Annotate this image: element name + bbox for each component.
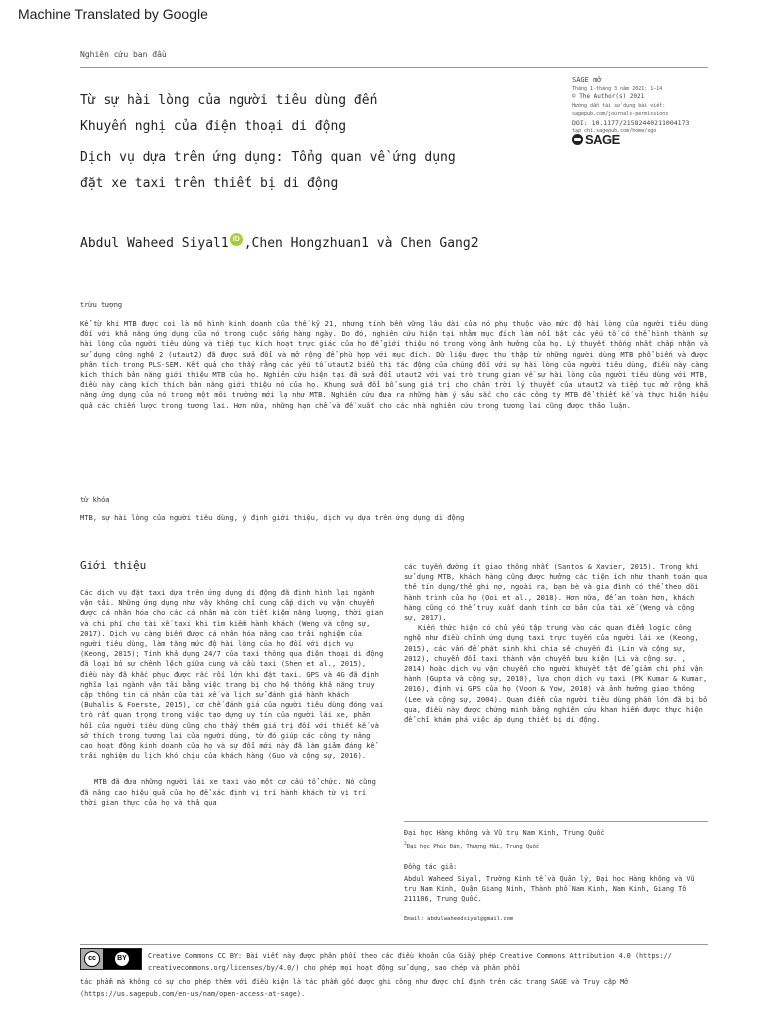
section-label: Nghiên cứu ban đầu <box>80 50 167 59</box>
abstract-text: Kể từ khi MTB được coi là mô hình kinh doanh của thế kỷ 21, nhưng tính bền vững lâu dài của nó phụ thuộc vào mức độ hài lòng của người tiêu dùng đối với khả năng ứng dụng của nó trong cuộc sống hàng ngày. Do đó, nghiên cứu hiện tại nhằm mục đích làm nổi bật các yếu tố có thể hình thành sự hài lòng của người tiêu dùng và tiếp tục kích hoạt trực giác của họ để giới thiệu nó trong vòng ảnh hưởng của họ. Lý thuyết thống nhất chấp nhận và sử dụng công nghệ 2 (utaut2) đã được sửa đổi và mở rộng để phù hợp với mục đích. Dữ liệu được thu thập từ những người dùng MTB phổ biến và được phân tích trong PLS-SEM. Kết quả cho thấy rằng các yếu tố utaut2 biểu thị tác động của chúng đối với sự hài lòng của người tiêu dùng, điều này càng kích thích bản năng giới thiệu MTB của họ. Nghiên cứu hiện tại đã sửa đổi utaut2 với vai trò trung gian về sự hài lòng của người tiêu dùng với MTB, điều này càng kích thích bản năng giới thiệu nó của họ. Khung sửa đổi bổ sung giá trị cho chân trời lý thuyết của utaut2 và tiếp tục mở rộng khả năng ứng dụng của nó trong một môi trường mới lạ như MTB. Nghiên cứu đưa ra những hàm ý sâu sắc cho các công ty MTB để thiết kế và thực hiện hiệu quả các chiến lược trong tương lai. Hơn nữa, những hạn chế và đề xuất cho các nhà nghiên cứu trong tương lai cũng được thảo luận. <box>80 319 708 410</box>
corresponding-author-label: Đồng tác giả: <box>404 863 458 871</box>
keywords-text: MTB, sự hài lòng của người tiêu dùng, ý định giới thiệu, dịch vụ dựa trên ứng dụng di động <box>80 513 465 522</box>
header-divider <box>80 67 708 68</box>
title-line-4: đặt xe taxi trên thiết bị di động <box>80 176 339 191</box>
article-subtitle <box>80 145 456 197</box>
author-list <box>80 236 479 251</box>
intro-paragraph-3: các tuyến đường ít giao thông nhất (Santos & Xavier, 2015). Trong khi sử dụng MTB, khách hàng cũng được hưởng các tiện ích như thanh toán qua thẻ tín dụng/thẻ ghi nợ, ngoài ra, bạn bè và gia đình có thể theo dõi hành trình của họ (Ooi et al., 2018). Hơn nữa, để an toàn hơn, khách hàng cũng có thể truy xuất danh tính cơ bản của tài xế (Weng và cộng sự, 2017). <box>404 562 708 623</box>
license-divider <box>80 944 708 945</box>
intro-paragraph-2: MTB đã đưa những người lái xe taxi vào một cơ cấu tổ chức. Nó cũng đã nâng cao hiệu quả của họ để xác định vị trí hành khách từ vị trí thời gian thực của họ và thả qua <box>80 777 376 807</box>
orcid-icon[interactable]: iD <box>230 233 243 246</box>
intro-paragraph-1: Các dịch vụ đặt taxi dựa trên ứng dụng di động đã định hình lại ngành vận tải. Những ứng dụng như vậy không chỉ cung cấp dịch vụ vận chuyển được cá nhân hóa cho các cá nhân mà còn tiết kiệm năng lượng, thời gian và chi phí cho tài xế taxi khi tìm kiếm hành khách (Weng và cộng sự, 2017). Dịch vụ càng biến được cá nhân hóa nâng cao trải nghiệm của người tiêu dùng, làm tăng mức độ hài lòng của họ đối với dịch vụ (Keong, 2015); Tính khả dụng 24/7 của taxi thông qua điện thoại di động đã loại bỏ sự chênh lệch giữa cung và cầu taxi (Shen et al., 2015), điều này đã khắc phục được rắc rối lớn khi đặt taxi. GPS và 4G đã định nghĩa lại ngành vận tải bằng việc trang bị cho hệ thống khả năng truy cập thông tin cá nhân của tài xế và lịch sử đánh giá hành khách (Buhalis & Foerste, 2015), cơ chế đánh giá của người tiêu dùng đóng vai trò rất quan trọng trong việc tạo dựng uy tín của người lái xe, phản hồi của người tiêu dùng cũng cho thấy thêm giá trị đối với thiết kế và sở thích trong tương lai của người dùng, từ đó giúp các công ty nâng cao hoạt động kinh doanh của họ và sự đổi mới này đã làm giảm đáng kể trải nghiệm du lịch khó chịu của khách hàng (Guo và cộng sự, 2016). <box>80 588 384 761</box>
author-email[interactable]: Email: abdulwaheedsiyal@gmail.com <box>404 916 514 922</box>
author-first: Abdul Waheed Siyal1 <box>80 236 229 251</box>
journal-name: SAGE mở <box>572 76 602 84</box>
sage-mark-icon <box>572 134 583 145</box>
license-text-continued: tác phẩm mà không có sự cho phép thêm với điều kiện là tác phẩm gốc được ghi công như được chỉ định trên các trang SAGE và Truy cập Mở (https://us.sagepub.com/en-us/nam/open-access-at-sage). <box>80 978 629 999</box>
article-title <box>80 88 377 140</box>
footnote-2 <box>404 842 708 850</box>
sage-logo <box>572 132 620 147</box>
by-icon: BY <box>115 952 129 966</box>
author-rest: ,Chen Hongzhuan1 và Chen Gang2 <box>243 236 479 251</box>
title-line-2: Khuyến nghị của điện thoại di động <box>80 119 347 134</box>
intro-paragraph-4: Kiến thức hiện có chủ yếu tập trung vào các quan điểm logic công nghệ như điều chỉnh ứng dụng taxi trực tuyến của người lái xe (Keong, 2015), các vấn đề phát sinh khi chia sẻ chuyến đi (Lin và cộng sự, 2012), chuyển đổi taxi thành vận chuyển bưu kiện (Li và cộng sự. , 2014) hoặc dịch vụ vận chuyển cho người khuyết tật để giảm chi phí vận hành (Gupta và cộng sự, 2010), lựa chọn dịch vụ taxi (PK Kumar & Kumar, 2016), định vị GPS của họ (Voon & Yow, 2010) và ảnh hưởng giao thông (Lee và cộng sự, 2004). Quan điểm của người tiêu dùng phần lớn đã bị bỏ qua, điều này được chứng minh bằng nghiên cứu khan hiếm được thực hiện để chỉ khám phá việc áp dụng thiết bị di động. <box>404 623 708 725</box>
journal-link[interactable]: tạp chí.sagepub.com/home/sgo <box>572 128 657 134</box>
sage-logo-text: SAGE <box>585 132 620 147</box>
journal-volume: Tháng 1-tháng 3 năm 2021: 1–14 <box>572 85 663 92</box>
doi[interactable]: DOI: 10.1177/21582440211004173 <box>572 118 690 127</box>
reuse-link[interactable]: sagepub.com/journals-permissions <box>572 111 669 117</box>
footnote-2-number: 2 <box>404 842 407 847</box>
machine-translated-banner: Machine Translated by Google <box>18 6 208 22</box>
corresponding-author-text: Abdul Waheed Siyal, Trường Kinh tế và Quản lý, Đại học Hàng không và Vũ trụ Nam Kinh, Quận Giang Ninh, Thành phố Nam Kinh, Nam Kinh, Giang Tô 211106, Trung Quốc. <box>404 875 695 903</box>
title-line-1: Từ sự hài lòng của người tiêu dùng đến <box>80 93 378 108</box>
footnote-2-text: Đại học Phúc Đán, Thượng Hải, Trung Quốc <box>406 843 540 850</box>
abstract-label: trừu tượng <box>80 301 123 309</box>
copyright: © The Author(s) 2021 <box>572 93 645 100</box>
title-line-3: Dịch vụ dựa trên ứng dụng: Tổng quan về ứng dụng <box>80 150 456 165</box>
cc-by-badge <box>80 948 142 970</box>
license-text: Creative Commons CC BY: Bài viết này được phân phối theo các điều khoản của Giấy phép Creative Commons Attribution 4.0 (https:// creativecommons.org/licenses/by/4.0/) cho phép mọi hoạt động sử dụng, sao chép và phân phối <box>148 952 672 973</box>
cc-icon: cc <box>84 951 100 967</box>
journal-meta <box>572 76 712 136</box>
footnote-divider <box>404 821 708 822</box>
left-column <box>80 588 384 808</box>
intro-heading: Giới thiệu <box>80 559 147 572</box>
right-column <box>404 562 708 725</box>
footnote-1: Đại học Hàng không và Vũ trụ Nam Kinh, Trung Quốc <box>404 829 605 837</box>
keywords-label: từ khóa <box>80 496 110 504</box>
article-reuse: Hướng dẫn tái sử dụng bài viết: <box>572 102 666 109</box>
